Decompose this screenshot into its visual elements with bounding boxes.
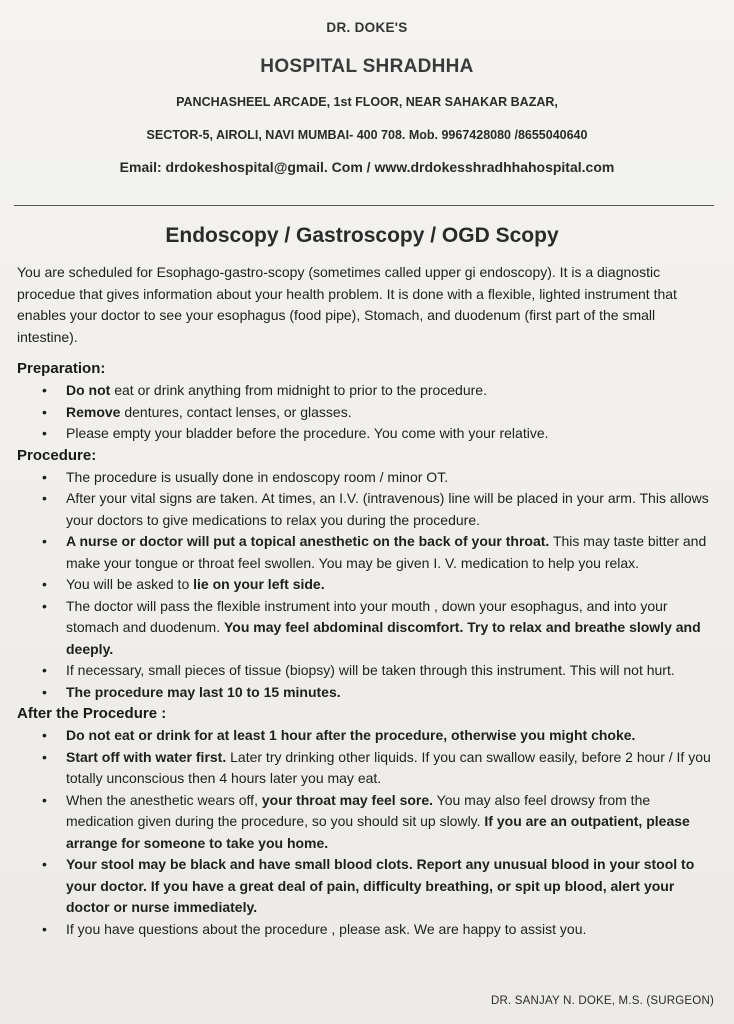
list-item [17, 660, 713, 682]
item-text: The procedure is usually done in endoscopy room / minor OT. [66, 468, 449, 485]
item-text-after: This may taste bitter and make your tongue or throat feel swollen. You may be given I. V. medication to help you relax. [66, 533, 707, 571]
preparation-heading: Preparation: [17, 360, 106, 377]
header-divider [14, 205, 714, 206]
item-text-after: You may also feel drowsy from the medication given during the procedure, so you should sit up slowly. [66, 791, 651, 829]
intro-paragraph: You are scheduled for Esophago-gastro-scopy (sometimes called upper gi endoscopy). It is a diagnostic procedue that gives information about your health problem. It is done with a flexible, lighted instrument that enables your doctor to see your esophagus (food pipe), Stomach, and duodenum (first part of the small intestine). [17, 264, 677, 345]
list-item [17, 467, 713, 489]
address-line-2: SECTOR-5, AIROLI, NAVI MUMBAI- 400 708. Mob. 9967428080 /8655040640 [146, 128, 588, 142]
list-item [17, 596, 713, 661]
item-text: After your vital signs are taken. At times, an I.V. (intravenous) line will be placed in your arm. This allows your doctors to give medications to relax you during the procedure. [66, 490, 709, 528]
item-bold: Do not [66, 382, 111, 398]
item-text: When the anesthetic wears off, [66, 791, 262, 808]
preparation-list [17, 380, 713, 445]
list-item [17, 380, 713, 402]
item-text: Please empty your bladder before the procedure. You come with your relative. [66, 425, 549, 441]
procedure-list [17, 467, 713, 704]
item-bold: Remove [66, 403, 121, 420]
item-bold: The procedure may last 10 to 15 minutes. [66, 683, 341, 700]
item-text: If necessary, small pieces of tissue (biopsy) will be taken through this instrument. This will not hurt. [66, 662, 675, 678]
address-line-1: PANCHASHEEL ARCADE, 1st FLOOR, NEAR SAHAKAR BAZAR, [176, 95, 558, 109]
item-bold: Start off with water first. [66, 748, 227, 765]
item-bold: A nurse or doctor will put a topical anesthetic on the back of your throat. [66, 533, 550, 549]
item-bold-2: If you are an outpatient, please arrange for someone to take you home. [66, 813, 690, 851]
item-text: If you have questions about the procedure , please ask. We are happy to assist you. [66, 920, 587, 937]
item-text-after: Later try drinking other liquids. If you can swallow easily, before 2 hour / If you totally unconscious then 4 hours later you may eat. [66, 748, 711, 786]
item-text: eat or drink anything from midnight to prior to the procedure. [110, 382, 487, 398]
list-item [17, 682, 713, 704]
hospital-name: HOSPITAL SHRADHHA [260, 56, 474, 77]
list-item [17, 488, 713, 531]
list-item [17, 747, 713, 790]
list-item [17, 402, 713, 424]
procedure-heading: Procedure: [17, 446, 97, 464]
item-bold: You may feel abdominal discomfort. Try to relax and breathe slowly and deeply. [66, 619, 701, 657]
surgeon-signature: DR. SANJAY N. DOKE, M.S. (SURGEON) [491, 995, 714, 1007]
item-bold: Your stool may be black and have small blood clots. Report any unusual blood in your stool to your doctor. If you have a great deal of pain, difficulty breathing, or spit up blood, alert your doctor or nurse immediately. [66, 856, 695, 915]
after-procedure-list [17, 725, 713, 940]
item-text: dentures, contact lenses, or glasses. [120, 403, 352, 420]
item-bold: lie on your left side. [193, 576, 325, 592]
after-procedure-heading: After the Procedure : [17, 705, 167, 722]
list-item [17, 790, 713, 855]
list-item [17, 574, 713, 596]
list-item [17, 919, 713, 941]
item-bold: your throat may feel sore. [261, 791, 434, 808]
item-bold: Do not eat or drink for at least 1 hour after the procedure, otherwise you might choke. [66, 727, 636, 743]
email-website-line: Email: drdokeshospital@gmail. Com / www.drdokesshradhhahospital.com [119, 159, 615, 175]
list-item [17, 725, 713, 747]
document-body [17, 262, 713, 940]
doctor-name-header: DR. DOKE'S [326, 20, 408, 35]
item-text: You will be asked to [66, 576, 194, 592]
item-text: The doctor will pass the flexible instrument into your mouth , down your esophagus, and into your stomach and duodenum. [66, 597, 668, 635]
page-title: Endoscopy / Gastroscopy / OGD Scopy [165, 224, 559, 247]
list-item [17, 531, 713, 574]
list-item [17, 854, 713, 919]
list-item [17, 423, 713, 445]
